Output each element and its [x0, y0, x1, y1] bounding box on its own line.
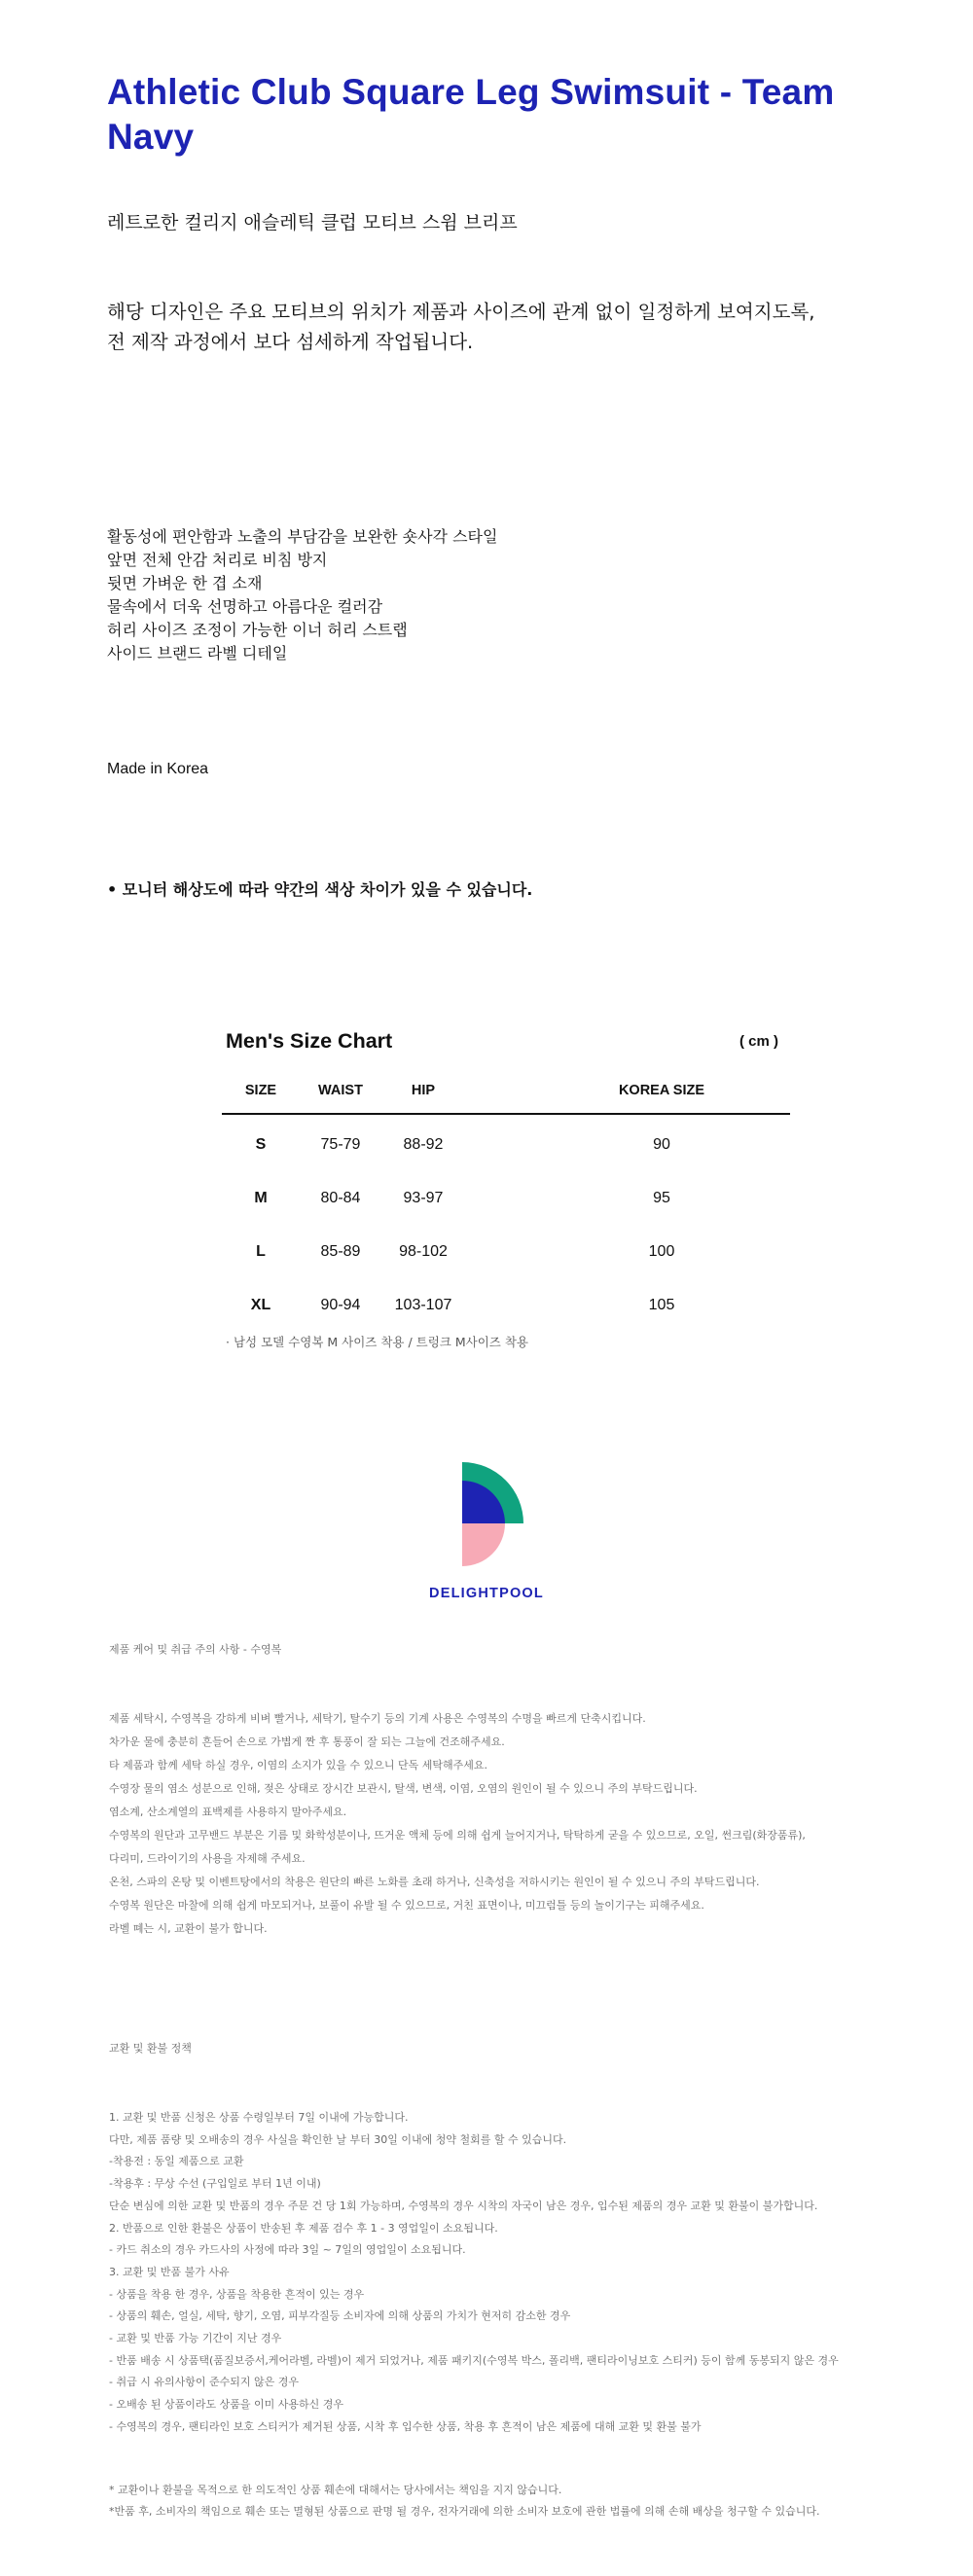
waist-cell: 85-89 [320, 1243, 361, 1260]
footnote-item: *반품 후, 소비자의 책임으로 훼손 또는 멸형된 상품으로 판명 될 경우, 전자거래에 의한 소비자 보호에 관한 법률에 의해 손해 배상을 청구할 수 있습니다. [109, 2505, 820, 2518]
list-item: 수영복의 원단과 고무밴드 부분은 기름 및 화학성분이나, 뜨거운 액체 등에 의해 쉽게 늘어지거나, 탁탁하게 굳을 수 있으므로, 오일, 썬크림(화장품류), [109, 1829, 806, 1842]
color-notice: • 모니터 해상도에 따라 약간의 색상 차이가 있을 수 있습니다. [107, 880, 533, 899]
waist-cell: 75-79 [320, 1136, 361, 1153]
list-item: - 수영복의 경우, 팬티라인 보호 스티커가 제거된 상품, 시착 후 입수한 상품, 착용 후 흔적이 남은 제품에 대해 교환 및 환불 불가 [109, 2419, 702, 2433]
brand-name: DELIGHTPOOL [429, 1586, 544, 1601]
hip-cell: 88-92 [403, 1136, 444, 1153]
list-item: -착용후 : 무상 수선 (구입일로 부터 1년 이내) [109, 2177, 321, 2191]
product-intro [107, 297, 905, 357]
list-item: - 교환 및 반품 가능 기간이 지난 경우 [109, 2332, 282, 2345]
list-item: - 카드 취소의 경우 카드사의 사정에 따라 3일 ~ 7일의 영업일이 소요됩니다. [109, 2243, 466, 2257]
care-list [109, 1707, 917, 1941]
size-cell: M [254, 1190, 268, 1206]
list-item: 다만, 제품 품량 및 오배송의 경우 사실을 확인한 날 부터 30일 이내에 청약 철회를 할 수 있습니다. [109, 2132, 567, 2146]
list-item: - 상품을 착용 한 경우, 상품을 착용한 흔적이 있는 경우 [109, 2287, 365, 2301]
care-heading: 제품 케어 및 취급 주의 사항 - 수영복 [109, 1643, 282, 1656]
list-item: 단순 변심에 의한 교환 및 반품의 경우 주문 건 당 1회 가능하며, 수영복의 경우 시착의 자국이 남은 경우, 입수된 제품의 경우 교환 및 환불이 불가합니다. [109, 2199, 818, 2212]
list-item: - 상품의 훼손, 얼실, 세탁, 향기, 오염, 피부각질등 소비자에 의해 상품의 가치가 현저히 감소한 경우 [109, 2309, 571, 2323]
feature-item: 앞면 전체 안감 처리로 비침 방지 [107, 551, 328, 569]
list-item: 수영복 원단은 마찰에 의해 쉽게 마모되거나, 보풀이 유발 될 수 있으므로, 거친 표면이나, 미끄럼틀 등의 놀이기구는 피해주세요. [109, 1899, 704, 1912]
list-item: 2. 반품으로 인한 환불은 상품이 반송된 후 제품 검수 후 1 - 3 영업일이 소요됩니다. [109, 2221, 498, 2235]
intro-line: 해당 디자인은 주요 모티브의 위치가 제품과 사이즈에 관계 없이 일정하게 보여지도록, [107, 301, 815, 323]
size-chart-header-hip: HIP [411, 1083, 436, 1098]
list-item: - 오배송 된 상품이라도 상품을 이미 사용하신 경우 [109, 2398, 343, 2412]
feature-list [107, 525, 497, 665]
size-cell: S [255, 1136, 267, 1153]
size-chart-title: Men's Size Chart [226, 1029, 393, 1053]
footnote-item: * 교환이나 환불을 목적으로 한 의도적인 상품 훼손에 대해서는 당사에서는 책임을 지지 않습니다. [109, 2484, 562, 2496]
size-cell: XL [250, 1297, 271, 1313]
refund-list [109, 2107, 936, 2439]
list-item: 온천, 스파의 온탕 및 이벤트탕에서의 착용은 원단의 빠른 노화를 초래 하거나, 신축성을 저하시키는 원인이 될 수 있으니 주의 부탁드립니다. [109, 1876, 760, 1888]
refund-footnotes [109, 2480, 946, 2522]
made-in-label: Made in Korea [107, 761, 209, 777]
size-chart-header-korea-size: KOREA SIZE [618, 1083, 705, 1098]
korea-size-cell: 105 [648, 1297, 675, 1313]
size-chart-header-size: SIZE [244, 1083, 277, 1098]
feature-item: 물속에서 더욱 선명하고 아름다운 컬러감 [107, 597, 383, 616]
hip-cell: 98-102 [399, 1243, 448, 1260]
waist-cell: 90-94 [320, 1297, 361, 1313]
product-subtitle: 레트로한 컬리지 애슬레틱 클럽 모티브 스윔 브리프 [107, 212, 518, 233]
list-item: - 반품 배송 시 상품택(품질보증서,케어라벨, 라벨)이 제거 되었거나, 제품 패키지(수영복 박스, 폴리백, 팬티라이닝보호 스티커) 등이 함께 동봉되지 않은 경우 [109, 2353, 839, 2367]
logo-pink-quarter [462, 1523, 505, 1566]
list-item: 수영장 물의 염소 성분으로 인해, 젖은 상태로 장시간 보관시, 탈색, 변색, 이염, 오염의 원인이 될 수 있으니 주의 부탁드립니다. [109, 1782, 698, 1795]
list-item: 1. 교환 및 반품 신청은 상품 수령일부터 7일 이내에 가능합니다. [109, 2111, 409, 2124]
size-chart-unit: ( cm ) [739, 1033, 779, 1050]
size-chart-note: · 남성 모델 수영복 M 사이즈 착용 / 트렁크 M사이즈 착용 [226, 1335, 528, 1349]
hip-cell: 93-97 [403, 1190, 444, 1206]
refund-heading: 교환 및 환불 정책 [109, 2042, 192, 2055]
size-chart-divider [222, 1113, 790, 1115]
waist-cell: 80-84 [320, 1190, 361, 1206]
intro-line: 전 제작 과정에서 보다 섬세하게 작업됩니다. [107, 331, 474, 353]
list-item: 다리미, 드라이기의 사용을 자제해 주세요. [109, 1852, 306, 1865]
list-item: - 취급 시 유의사항이 준수되지 않은 경우 [109, 2376, 299, 2389]
list-item: -착용전 : 동일 제품으로 교환 [109, 2155, 244, 2168]
list-item: 차가운 물에 충분히 흔들어 손으로 가볍게 짠 후 통풍이 잘 되는 그늘에 건조해주세요. [109, 1735, 505, 1748]
korea-size-cell: 90 [653, 1136, 670, 1153]
korea-size-cell: 100 [648, 1243, 675, 1260]
feature-item: 허리 사이즈 조정이 가능한 이너 허리 스트랩 [107, 621, 408, 639]
delightpool-logo-icon [457, 1459, 525, 1576]
korea-size-cell: 95 [653, 1190, 670, 1206]
list-item: 염소계, 산소계열의 표백제를 사용하지 말아주세요. [109, 1806, 347, 1818]
list-item: 타 제품과 함께 세탁 하실 경우, 이염의 소지가 있을 수 있으니 단독 세탁해주세요. [109, 1759, 487, 1771]
feature-item: 활동성에 편안함과 노출의 부담감을 보완한 숏사각 스타일 [107, 527, 498, 546]
list-item: 라벨 뗴는 시, 교환이 불가 합니다. [109, 1922, 268, 1935]
hip-cell: 103-107 [394, 1297, 452, 1313]
size-chart-header-waist: WAIST [318, 1083, 363, 1098]
list-item: 3. 교환 및 반품 불가 사유 [109, 2265, 230, 2278]
feature-item: 뒷면 가벼운 한 겹 소재 [107, 574, 263, 592]
list-item: 제품 세탁시, 수영복을 강하게 비벼 빨거나, 세탁기, 탈수기 등의 기계 사용은 수영복의 수명을 빠르게 단축시킵니다. [109, 1712, 646, 1725]
product-title: Athletic Club Square Leg Swimsuit - Team Navy [107, 72, 835, 157]
feature-item: 사이드 브랜드 라벨 디테일 [107, 644, 288, 662]
size-cell: L [256, 1243, 266, 1260]
